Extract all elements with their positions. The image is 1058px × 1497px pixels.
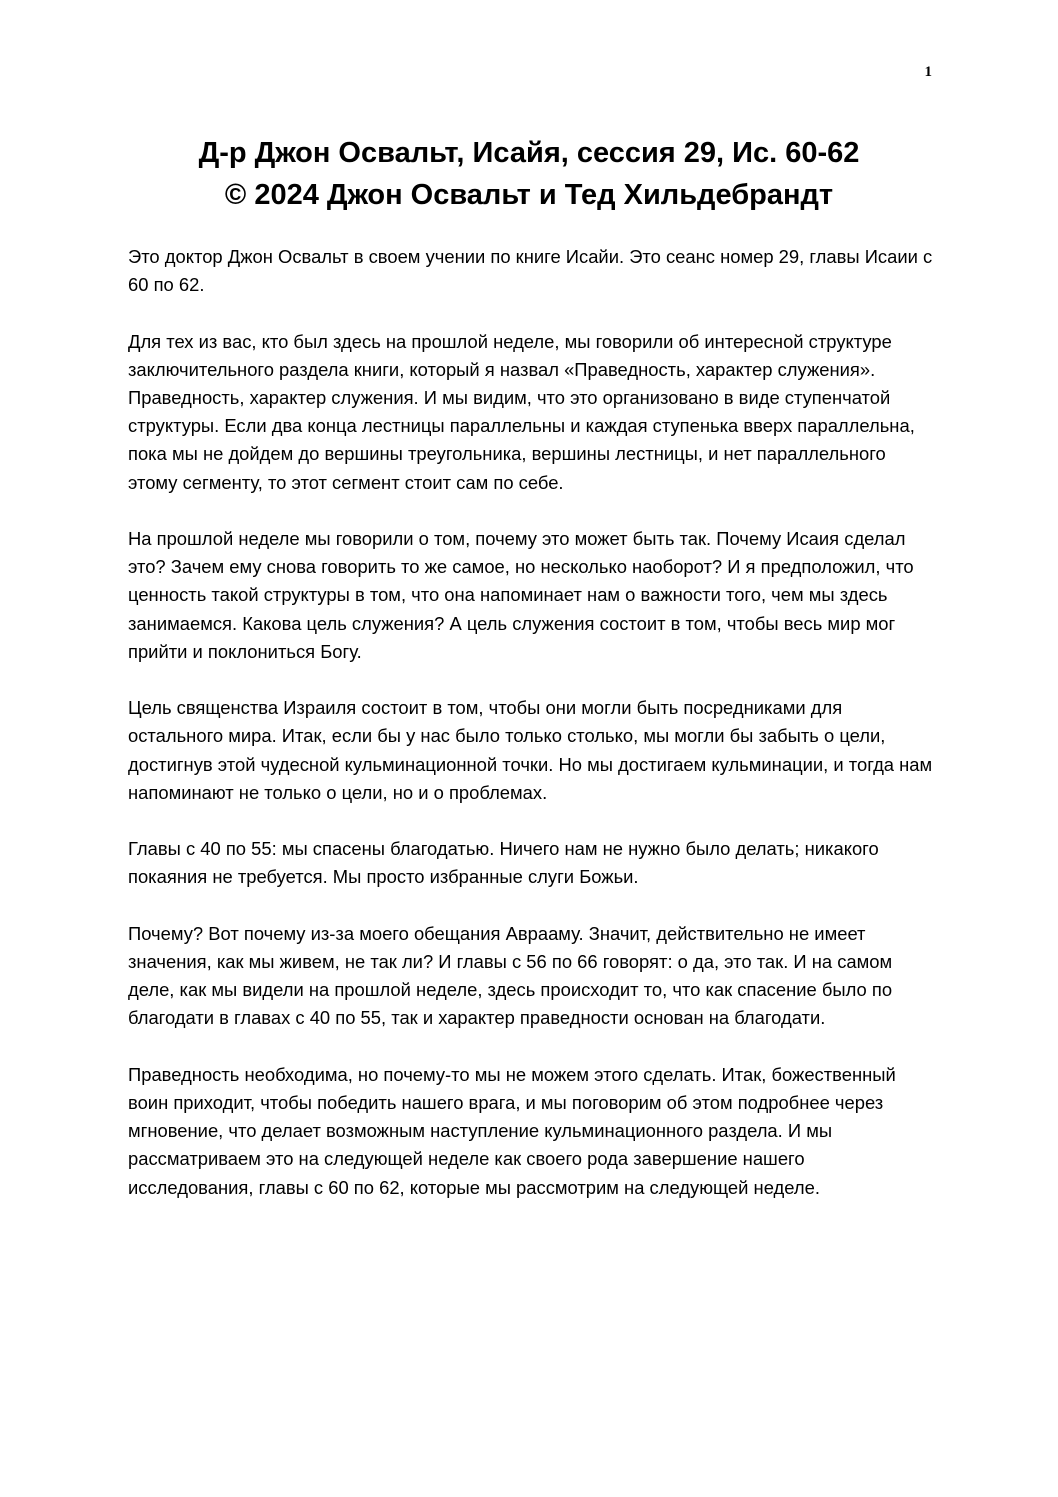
document-body xyxy=(128,243,933,1230)
paragraph: Главы с 40 по 55: мы спасены благодатью. Ничего нам не нужно было делать; никакого покаяния не требуется. Мы просто избранные слуги Божьи. xyxy=(128,838,879,888)
page-number: 1 xyxy=(924,64,932,80)
document-title xyxy=(0,132,1058,216)
paragraph: Для тех из вас, кто был здесь на прошлой неделе, мы говорили об интересной структуре заключительного раздела книги, который я назвал «Праведность, характер служения». Праведность, характер служения. И мы видим, что это организовано в виде ступенчатой структуры. Если два конца лестницы параллельны и каждая ступенька вверх параллельна, пока мы не дойдем до вершины треугольника, вершины лестницы, и нет параллельного этому сегменту, то этот сегмент стоит сам по себе. xyxy=(128,330,915,493)
paragraph: Праведность необходима, но почему-то мы не можем этого сделать. Итак, божественный воин приходит, чтобы победить нашего врага, и мы поговорим об этом подробнее через мгновение, что делает возможным наступление кульминационного раздела. И мы рассматриваем это на следующей неделе как своего рода завершение нашего исследования, главы с 60 по 62, которые мы рассмотрим на следующей неделе. xyxy=(128,1063,896,1198)
paragraph: На прошлой неделе мы говорили о том, почему это может быть так. Почему Исаия сделал это? Зачем ему снова говорить то же самое, но несколько наоборот? И я предположил, что ценность такой структуры в том, что она напоминает нам о важности того, чем мы здесь занимаемся. Какова цель служения? А цель служения состоит в том, чтобы весь мир мог прийти и поклониться Богу. xyxy=(128,528,914,662)
paragraph: Цель священства Израиля состоит в том, чтобы они могли быть посредниками для остального мира. Итак, если бы у нас было только столько, мы могли бы забыть о цели, достигнув этой чудесной кульминационной точки. Но мы достигаем кульминации, и тогда нам напоминают не только о цели, но и о проблемах. xyxy=(128,697,933,803)
paragraph: Это доктор Джон Освальт в своем учении по книге Исайи. Это сеанс номер 29, главы Исаии с 60 по 62. xyxy=(128,246,933,296)
paragraph: Почему? Вот почему из-за моего обещания Аврааму. Значит, действительно не имеет значения, как мы живем, не так ли? И главы с 56 по 66 говорят: о да, это так. И на самом деле, как мы видели на прошлой неделе, здесь происходит то, что как спасение было по благодати в главах с 40 по 55, так и характер праведности основан на благодати. xyxy=(128,922,893,1029)
title-line-2: © 2024 Джон Освальт и Тед Хильдебрандт xyxy=(224,179,834,211)
title-line-1: Д-р Джон Освальт, Исайя, сессия 29, Ис. 60-62 xyxy=(198,137,860,169)
